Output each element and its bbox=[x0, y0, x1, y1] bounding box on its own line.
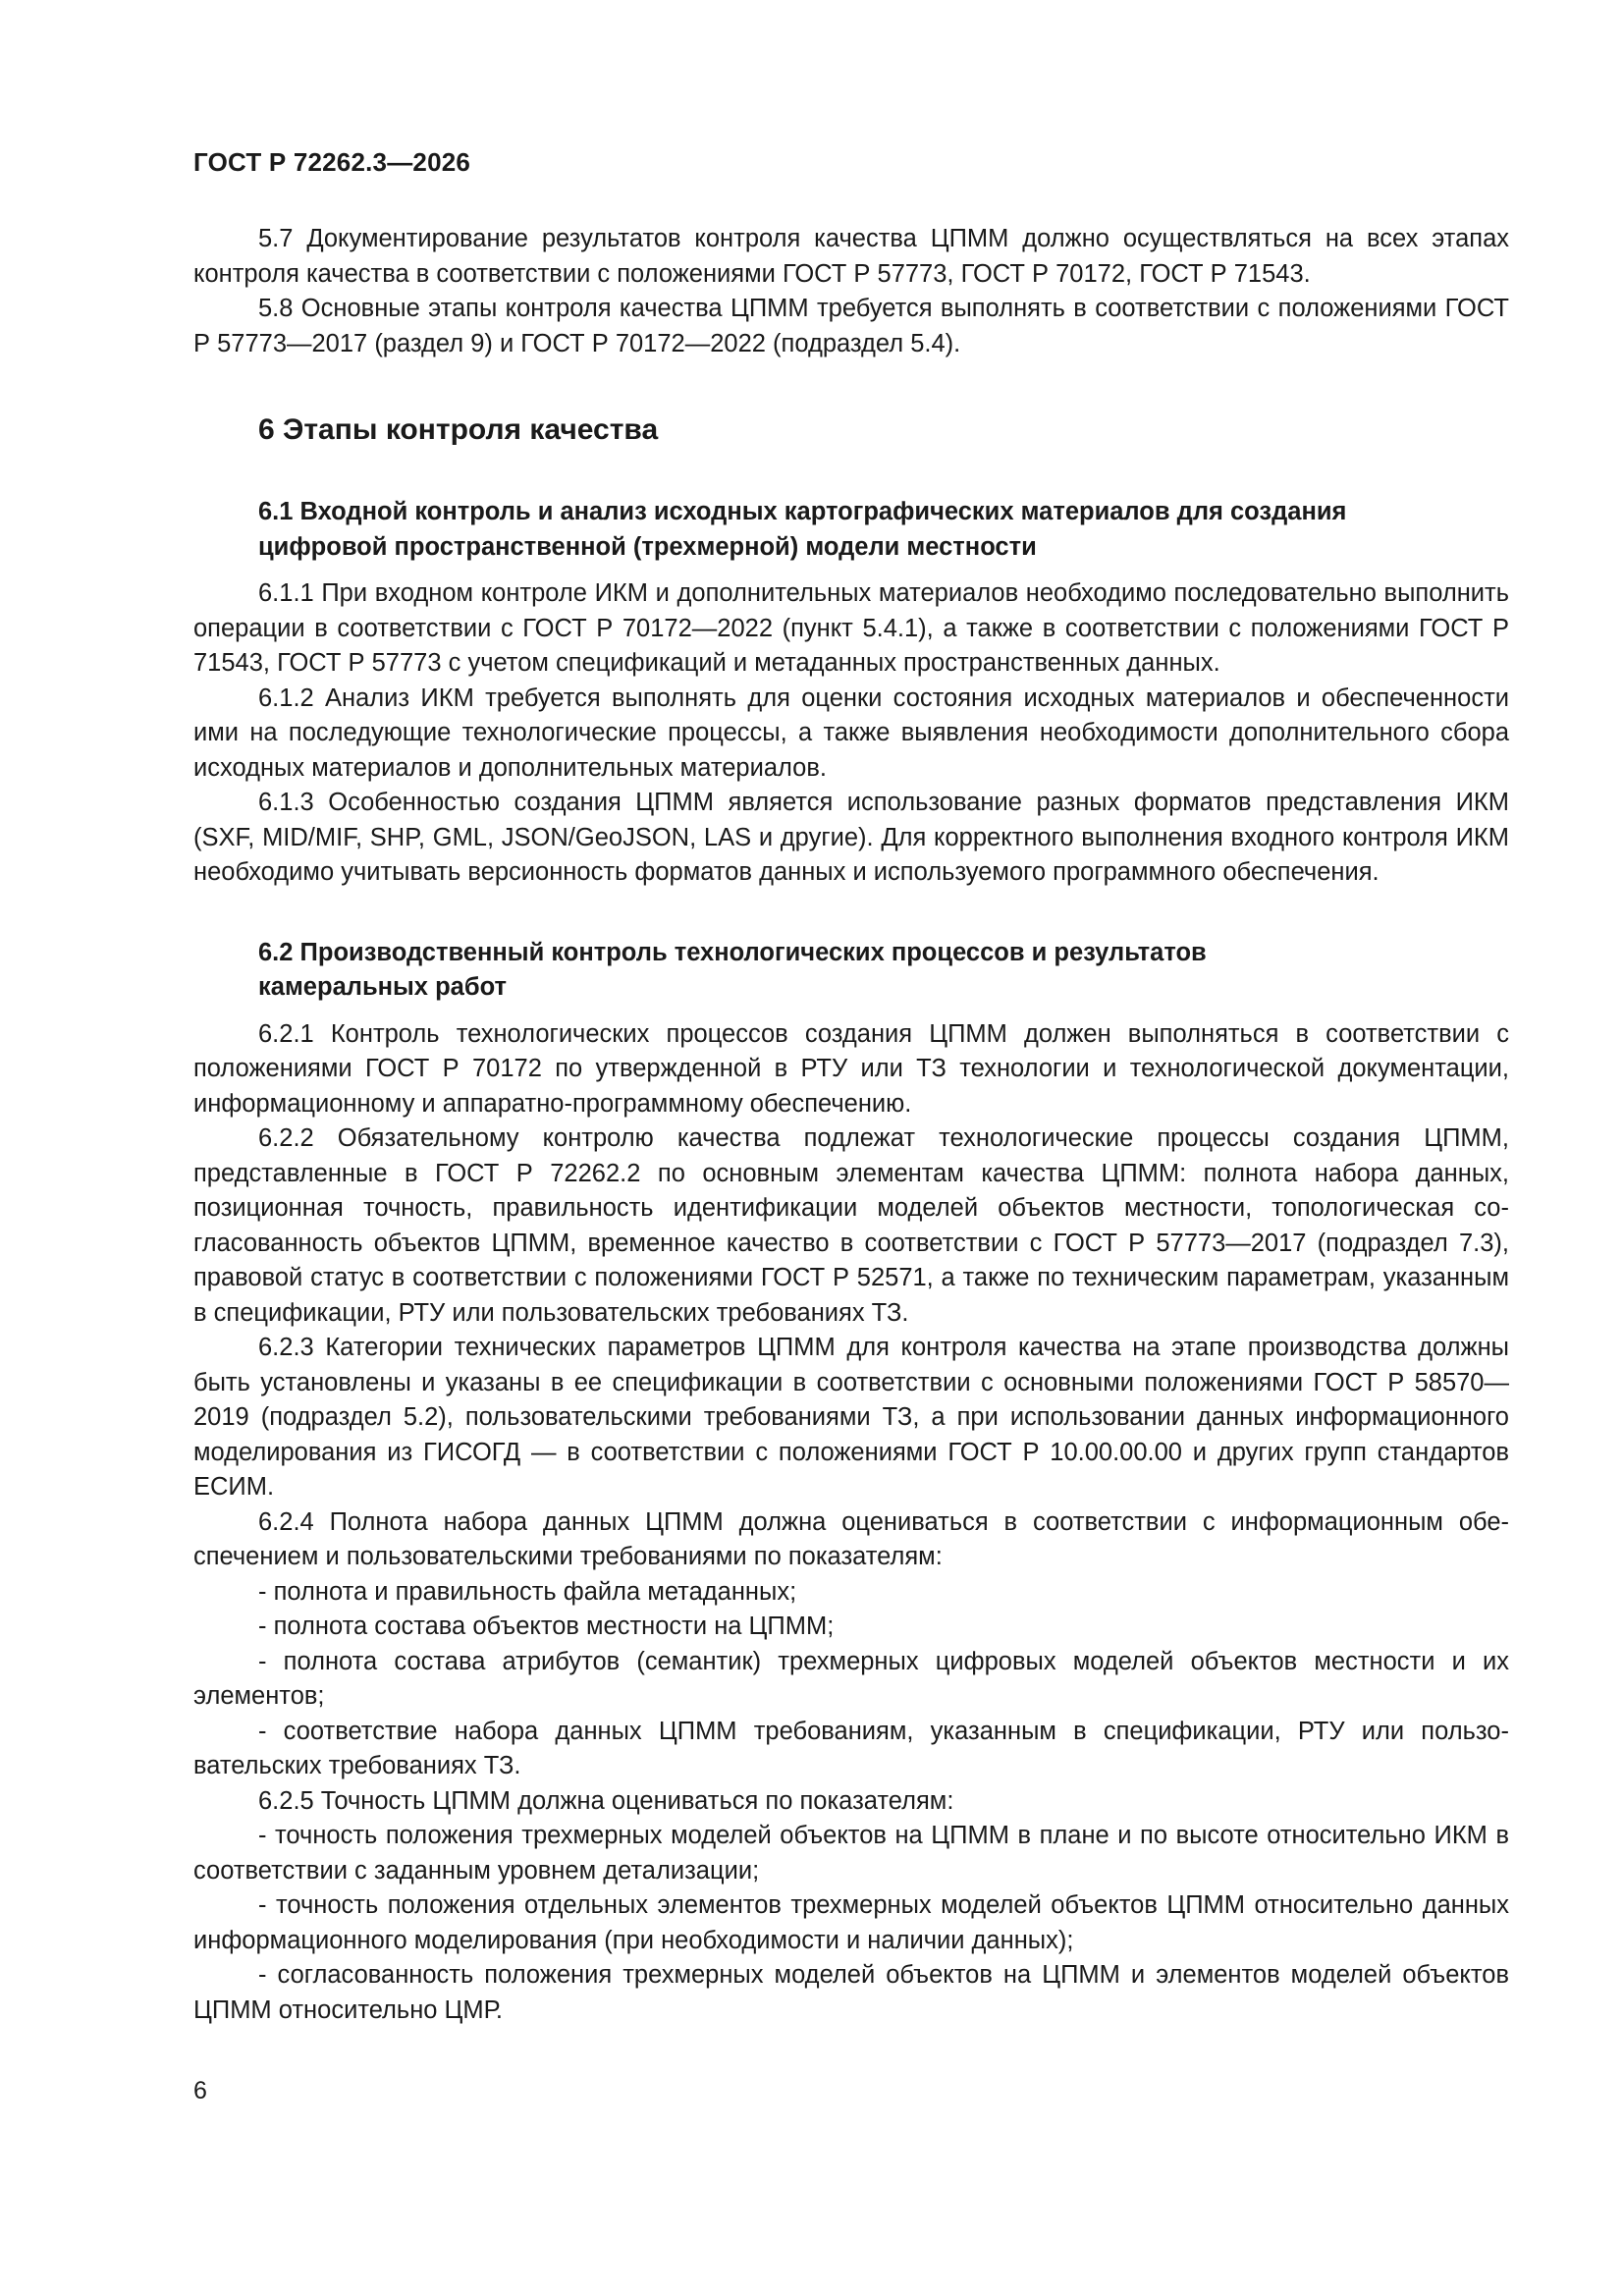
paragraph-6-1-2: 6.1.2 Анализ ИКМ требуется выполнять для оценки состояния исходных материалов и обеспеченности ими на последующие технологические процессы, а также выявления необходимости дополнительного сбора исходных материалов и дополнительных материалов. bbox=[193, 683, 1509, 782]
list-item: - точность положения отдельных элементов трехмерных моделей объектов ЦПММ относительно данных информационного моделирования (при необходимости и наличии данных); bbox=[193, 1891, 1509, 1954]
subsection-6-2-title-line2: камеральных работ bbox=[258, 973, 508, 1001]
page-number: 6 bbox=[193, 2077, 207, 2105]
list-item: - согласованность положения трехмерных моделей объектов на ЦПММ и элементов моделей объектов ЦПММ относительно ЦМР. bbox=[193, 1961, 1509, 2024]
paragraph-6-2-5: 6.2.5 Точность ЦПММ должна оцениваться по показателям: bbox=[258, 1786, 954, 1815]
paragraph-6-2-4: 6.2.4 Полнота набора данных ЦПММ должна оцениваться в соответствии с информационным обеспечением и пользовательскими требованиями по показателям: bbox=[193, 1507, 1509, 1570]
paragraph-6-2-1: 6.2.1 Контроль технологических процессов создания ЦПММ должен выполняться в соответствии с положениями ГОСТ Р 70172 по утвержденной в РТУ или ТЗ технологии и технологической документации, информационному и аппаратно-программному обеспечению. bbox=[193, 1019, 1509, 1118]
section-6-title: 6 Этапы контроля качества bbox=[258, 413, 659, 446]
document-header-code: ГОСТ Р 72262.3—2026 bbox=[193, 147, 471, 177]
list-item: - точность положения трехмерных моделей объектов на ЦПММ в плане и по высоте относительно ИКМ в соответствии с заданным уровнем детализации; bbox=[193, 1822, 1509, 1885]
list-item: - полнота и правильность файла метаданных; bbox=[258, 1577, 797, 1606]
list-item: - полнота состава объектов местности на ЦПММ; bbox=[258, 1613, 835, 1640]
list-item: - соответствие набора данных ЦПММ требованиям, указанным в спецификации, РТУ или пользовательских требованиях ТЗ. bbox=[193, 1717, 1509, 1779]
subsection-6-2-title-line1: 6.2 Производственный контроль технологических процессов и результатов bbox=[258, 938, 1207, 966]
subsection-6-1-title bbox=[258, 495, 1417, 565]
paragraph-5-7: 5.7 Документирование результатов контроля качества ЦПММ должно осуществляться на всех этапах контроля качества в соответствии с положениями ГОСТ Р 57773, ГОСТ Р 70172, ГОСТ Р 71543. bbox=[193, 225, 1509, 288]
document-body bbox=[193, 222, 1509, 2028]
list-item: - полнота состава атрибутов (семантик) трехмерных цифровых моделей объектов местности и их элементов; bbox=[193, 1647, 1509, 1710]
paragraph-6-1-1: 6.1.1 При входном контроле ИКМ и дополнительных материалов необходимо последовательно выполнить операции в соответствии с ГОСТ Р 70172—2022 (пункт 5.4.1), а также в соответствии с положениями ГОСТ Р 71543, ГОСТ Р 57773 с учетом спецификаций и метаданных пространственных данных. bbox=[193, 579, 1509, 677]
paragraph-6-2-2: 6.2.2 Обязательному контролю качества подлежат технологические процессы создания ЦПММ, представленные в ГОСТ Р 72262.2 по основным элементам качества ЦПММ: полнота набора данных, позиционная точность, правильность идентификации моделей объектов местности, топологическая согласованность объектов ЦПММ, временное качество в соответствии с ГОСТ Р 57773—2017 (подраздел 7.3), правовой статус в соответствии с положениями ГОСТ Р 52571, а также по техническим параметрам, указанным в спецификации, РТУ или пользовательских требованиях ТЗ. bbox=[193, 1124, 1509, 1327]
paragraph-6-2-3: 6.2.3 Категории технических параметров ЦПММ для контроля качества на этапе производства должны быть установлены и указаны в ее спецификации в соответствии с основными положениями ГОСТ Р 58570—2019 (подраздел 5.2), пользовательскими требованиями ТЗ, а при использовании данных информационного моделирования из ГИСОГД — в соответствии с положениями ГОСТ Р 10.00.00.00 и других групп стандартов ЕСИМ. bbox=[193, 1334, 1509, 1501]
paragraph-6-1-3: 6.1.3 Особенностью создания ЦПММ является использование разных форматов представления ИКМ (SXF, MID/MIF, SHP, GML, JSON/GeoJSON, LAS и другие). Для корректного выполнения входного контроля ИКМ необходимо учитывать версионность форматов данных и используемого программного обеспечения. bbox=[193, 789, 1509, 886]
subsection-6-2-title bbox=[258, 936, 1417, 1006]
subsection-6-1-title-line2: цифровой пространственной (трехмерной) модели местности bbox=[258, 532, 1037, 561]
paragraph-5-8: 5.8 Основные этапы контроля качества ЦПММ требуется выполнять в соответствии с положениями ГОСТ Р 57773—2017 (раздел 9) и ГОСТ Р 70172—2022 (подраздел 5.4). bbox=[193, 295, 1509, 357]
subsection-6-1-title-line1: 6.1 Входной контроль и анализ исходных картографических материалов для создания bbox=[258, 498, 1347, 525]
